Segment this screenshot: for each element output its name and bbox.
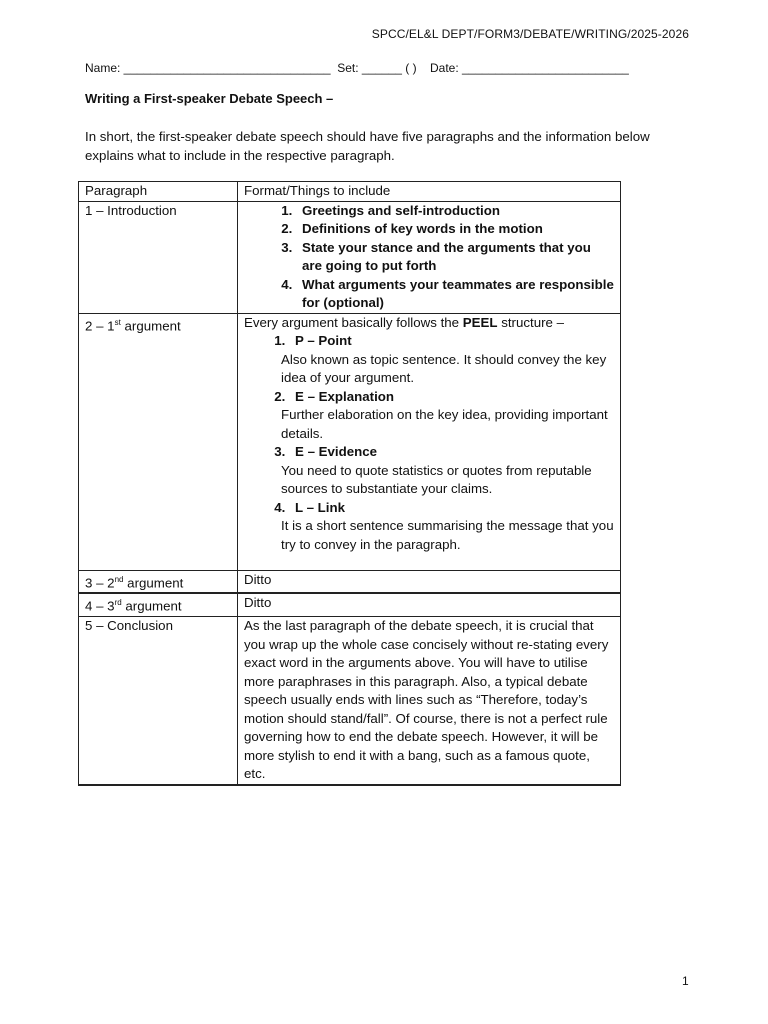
- page-number: 1: [682, 974, 689, 988]
- table-row-argument-2: [79, 570, 621, 593]
- table-row-argument-1: [79, 313, 621, 570]
- list-item: 1. Greetings and self-introduction: [296, 202, 614, 221]
- intro-paragraph: In short, the first-speaker debate speech should have five paragraphs and the information below explains what to include in the respective paragraph.: [85, 129, 650, 163]
- header-format: Format/Things to include: [238, 182, 621, 202]
- peel-intro: Every argument basically follows the PEEL structure –: [244, 314, 565, 330]
- row-label: 5 – Conclusion: [79, 617, 238, 785]
- list-item: 2. Definitions of key words in the motion: [296, 220, 614, 239]
- student-info-line: [85, 61, 629, 75]
- row-content: [238, 313, 621, 570]
- row-content: [238, 201, 621, 313]
- row-content: Ditto: [238, 570, 621, 593]
- worksheet-title: Writing a First-speaker Debate Speech –: [85, 91, 334, 106]
- table-row-argument-3: [79, 593, 621, 616]
- row-label: 4 – 3rd argument: [79, 593, 238, 616]
- table-row-conclusion: [79, 617, 621, 785]
- peel-list: [244, 332, 614, 554]
- row-content: As the last paragraph of the debate speech, it is crucial that you wrap up the whole case concisely without re-stating every exact word in the arguments above. You will have to utilise more paraphrases in this paragraph. Also, a typical debate speech usually ends with lines such as “Therefore, today’s motion should stand/fall”. Of course, there is not a perfect rule governing how to end the debate speech. However, it will be more stylish to end it with a bang, such as a famous quote, etc.: [238, 617, 621, 785]
- date-field: Date: _________________________: [429, 61, 629, 75]
- list-item: 4. What arguments your teammates are responsible for (optional): [296, 276, 614, 313]
- table-header-row: [79, 182, 621, 202]
- row-label: 3 – 2nd argument: [79, 570, 238, 593]
- list-item: 3. State your stance and the arguments that you are going to put forth: [296, 239, 614, 276]
- list-item: 3. E – Evidence You need to quote statistics or quotes from reputable sources to substantiate your claims.: [289, 443, 614, 499]
- name-field: Name: _______________________________: [85, 61, 331, 75]
- header-paragraph: Paragraph: [79, 182, 238, 202]
- row-label: 1 – Introduction: [79, 201, 238, 313]
- row-content: Ditto: [238, 593, 621, 616]
- speech-structure-table: [78, 181, 621, 786]
- list-item: 2. E – Explanation Further elaboration on the key idea, providing important details.: [289, 388, 614, 444]
- document-code: SPCC/EL&L DEPT/FORM3/DEBATE/WRITING/2025-2026: [371, 27, 689, 41]
- table-row-introduction: [79, 201, 621, 313]
- list-item: 1. P – Point Also known as topic sentence. It should convey the key idea of your argument.: [289, 332, 614, 388]
- row-label: 2 – 1st argument: [79, 313, 238, 570]
- introduction-list: [244, 202, 614, 313]
- list-item: 4. L – Link It is a short sentence summarising the message that you try to convey in the paragraph.: [289, 499, 614, 555]
- set-field: Set: ______ ( ): [337, 61, 417, 75]
